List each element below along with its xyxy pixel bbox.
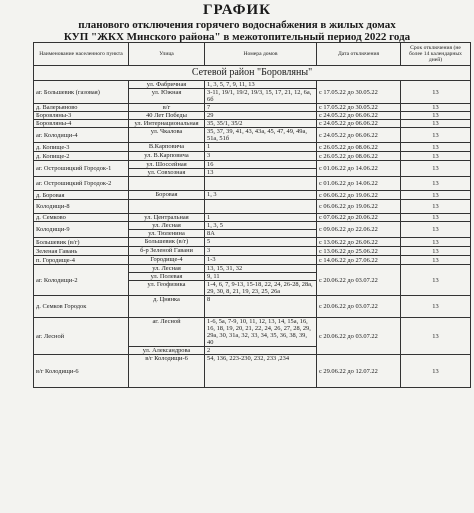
street-cell: д. Цнянка [129, 296, 205, 318]
days-cell: 13 [401, 143, 471, 152]
table-header-row [34, 43, 471, 66]
days-cell: 13 [401, 296, 471, 318]
days-cell: 13 [401, 120, 471, 128]
street-cell: в/г [129, 104, 205, 112]
date-cell: с 17.05.22 до 30.05.22 [317, 104, 401, 112]
houses-cell: 3-11, 19/1, 19/2, 19/3, 15, 17, 21, 12, 6а, 6б [205, 89, 317, 104]
table-row [34, 200, 471, 214]
settlement-cell: аг. Острошицкий Городок-1 [34, 161, 129, 177]
date-cell: с 24.05.22 до 06.06.22 [317, 128, 401, 143]
date-cell: с 20.06.22 до 03.07.22 [317, 265, 401, 296]
table-row [34, 265, 471, 273]
settlement-cell: д. Семково [34, 214, 129, 222]
table-row [34, 247, 471, 256]
street-cell: ул. Фабричная [129, 81, 205, 89]
houses-cell: 35, 37, 39, 41, 43, 43а, 45, 47, 49, 49а, 51а, 51б [205, 128, 317, 143]
days-cell: 13 [401, 104, 471, 112]
street-cell: ул. Шоссейная [129, 161, 205, 169]
days-cell: 13 [401, 355, 471, 388]
date-cell: с 06.06.22 до 19.06.22 [317, 200, 401, 214]
date-cell: с 07.06.22 до 20.06.22 [317, 214, 401, 222]
street-cell: В.Карповича [129, 143, 205, 152]
street-cell [129, 177, 205, 191]
date-cell: с 26.05.22 до 08.06.22 [317, 143, 401, 152]
settlement-cell: д. Валерьяново [34, 104, 129, 112]
street-cell: ул. Лесная [129, 265, 205, 273]
settlement-cell: д. Семков Городок [34, 296, 129, 318]
houses-cell: 2 [205, 347, 317, 355]
houses-cell: 1-3 [205, 256, 317, 265]
days-cell: 13 [401, 222, 471, 238]
houses-cell: 1 [205, 143, 317, 152]
days-cell: 13 [401, 214, 471, 222]
houses-cell: 5 [205, 238, 317, 247]
table-row [34, 191, 471, 200]
district-title: Сетевой район "Боровляны" [34, 66, 471, 81]
days-cell: 13 [401, 191, 471, 200]
settlement-cell: Боровляны-3 [34, 112, 129, 120]
settlement-cell: Боровляны-4 [34, 120, 129, 128]
date-cell: с 13.06.22 до 25.06.22 [317, 247, 401, 256]
houses-cell [205, 200, 317, 214]
date-cell: с 26.05.22 до 08.06.22 [317, 152, 401, 161]
table-row [34, 120, 471, 128]
street-cell: 40 Лет Победы [129, 112, 205, 120]
houses-cell: 54, 136, 223-230, 232, 233 ,234 [205, 355, 317, 388]
date-cell: с 17.05.22 до 30.05.22 [317, 81, 401, 104]
settlement-cell: Большевик (в/г) [34, 238, 129, 247]
days-cell: 13 [401, 200, 471, 214]
street-cell: Городище-4 [129, 256, 205, 265]
settlement-cell: Колодищи-8 [34, 200, 129, 214]
settlement-cell: д. Копище-3 [34, 143, 129, 152]
date-cell: с 13.06.22 до 26.06.22 [317, 238, 401, 247]
col-header-street: Улица [129, 43, 205, 66]
date-cell: с 06.06.22 до 19.06.22 [317, 191, 401, 200]
table-row [34, 128, 471, 143]
col-header-settlement: Наименование населенного пункта [34, 43, 129, 66]
date-cell: с 24.05.22 до 06.06.22 [317, 120, 401, 128]
table-row [34, 143, 471, 152]
days-cell: 13 [401, 81, 471, 104]
district-row [34, 66, 471, 81]
settlement-cell: Зеленая Гавань [34, 247, 129, 256]
street-cell: ул. В.Карповича [129, 152, 205, 161]
houses-cell [205, 177, 317, 191]
settlement-cell: аг. Большевик (газовая) [34, 81, 129, 104]
houses-cell: 1, 3, 5, 7, 9, 11, 13 [205, 81, 317, 89]
street-cell: ул. Александрова [129, 347, 205, 355]
table-row [34, 238, 471, 247]
date-cell: с 01.06.22 до 14.06.22 [317, 161, 401, 177]
houses-cell: 3 [205, 152, 317, 161]
col-header-days: Срок отключения (не более 14 календарных дней) [401, 43, 471, 66]
settlement-cell: аг. Колодищи-4 [34, 128, 129, 143]
date-cell: с 20.06.22 до 03.07.22 [317, 318, 401, 355]
days-cell: 13 [401, 318, 471, 355]
date-cell: с 14.06.22 до 27.06.22 [317, 256, 401, 265]
days-cell: 13 [401, 265, 471, 296]
table-row [34, 81, 471, 89]
houses-cell: 29 [205, 112, 317, 120]
street-cell [129, 200, 205, 214]
settlement-cell: аг. Колодищи-2 [34, 265, 129, 296]
document-header [0, 0, 474, 43]
days-cell: 13 [401, 177, 471, 191]
street-cell: ул. Интернациональная [129, 120, 205, 128]
street-cell: Большевик (в/г) [129, 238, 205, 247]
date-cell: с 29.06.22 до 12.07.22 [317, 355, 401, 388]
days-cell: 13 [401, 152, 471, 161]
street-cell: ул. Полевая [129, 273, 205, 281]
table-row [34, 296, 471, 318]
street-cell: ул. Тюленина [129, 230, 205, 238]
document-subtitle-2: КУП "ЖКХ Минского района" в межотопительный период 2022 года [63, 31, 411, 43]
houses-cell: 13, 15, 31, 32 [205, 265, 317, 273]
days-cell: 13 [401, 161, 471, 177]
settlement-cell: аг. Лесной [34, 318, 129, 355]
table-row [34, 214, 471, 222]
houses-cell: 8А [205, 230, 317, 238]
houses-cell: 1-4, 6, 7, 9-13, 15-18, 22, 24, 26-28, 28а, 29, 30, 8, 21, 19, 23, 25, 26а [205, 281, 317, 296]
document-title: ГРАФИК [202, 2, 272, 18]
settlement-cell: Колодищи-9 [34, 222, 129, 238]
street-cell: б-р Зеленой Гавани [129, 247, 205, 256]
days-cell: 13 [401, 256, 471, 265]
houses-cell: 3 [205, 247, 317, 256]
table-row [34, 112, 471, 120]
date-cell: с 24.05.22 до 06.06.22 [317, 112, 401, 120]
days-cell: 13 [401, 128, 471, 143]
date-cell: с 20.06.22 до 03.07.22 [317, 296, 401, 318]
schedule-table [33, 42, 471, 388]
table-row [34, 318, 471, 347]
days-cell: 13 [401, 247, 471, 256]
street-cell: Боровая [129, 191, 205, 200]
houses-cell: 13 [205, 169, 317, 177]
street-cell: в/г Колодищи-6 [129, 355, 205, 388]
date-cell: с 01.06.22 до 14.06.22 [317, 177, 401, 191]
houses-cell: 7 [205, 104, 317, 112]
settlement-cell: аг. Острошицкий Городок-2 [34, 177, 129, 191]
street-cell: аг. Лесной [129, 318, 205, 347]
table-row [34, 152, 471, 161]
days-cell: 13 [401, 112, 471, 120]
settlement-cell: д. Боровая [34, 191, 129, 200]
table-row [34, 104, 471, 112]
houses-cell: 35, 35/1, 35/2 [205, 120, 317, 128]
settlement-cell: п. Городище-4 [34, 256, 129, 265]
houses-cell: 1, 3, 5 [205, 222, 317, 230]
table-row [34, 177, 471, 191]
houses-cell: 9, 11 [205, 273, 317, 281]
houses-cell: 16 [205, 161, 317, 169]
street-cell: ул. Центральная [129, 214, 205, 222]
document-subtitle: планового отключения горячего водоснабжения в жилых домах [78, 19, 396, 31]
days-cell: 13 [401, 238, 471, 247]
date-cell: с 09.06.22 до 22.06.22 [317, 222, 401, 238]
street-cell: ул. Чкалова [129, 128, 205, 143]
street-cell: ул. Геофизика [129, 281, 205, 296]
houses-cell: 8 [205, 296, 317, 318]
houses-cell: 1, 3 [205, 191, 317, 200]
street-cell: ул. Лесная [129, 222, 205, 230]
settlement-cell: д. Копище-2 [34, 152, 129, 161]
col-header-houses: Номера домов [205, 43, 317, 66]
street-cell: ул. Совхозная [129, 169, 205, 177]
street-cell: ул. Южная [129, 89, 205, 104]
table-row [34, 355, 471, 388]
table-row [34, 256, 471, 265]
table-row [34, 222, 471, 230]
houses-cell: 1 [205, 214, 317, 222]
table-row [34, 161, 471, 169]
houses-cell: 1-6, 5а, 7-9, 10, 11, 12, 13, 14, 15а, 16, 16, 18, 19, 20, 21, 22, 24, 26, 27, 28, 29, 29а, 30, 31а, 32, 33, 34, 35, 36, 38, 39, 40 [205, 318, 317, 347]
settlement-cell: в/г Колодищи-6 [34, 355, 129, 388]
col-header-date: Дата отключения [317, 43, 401, 66]
